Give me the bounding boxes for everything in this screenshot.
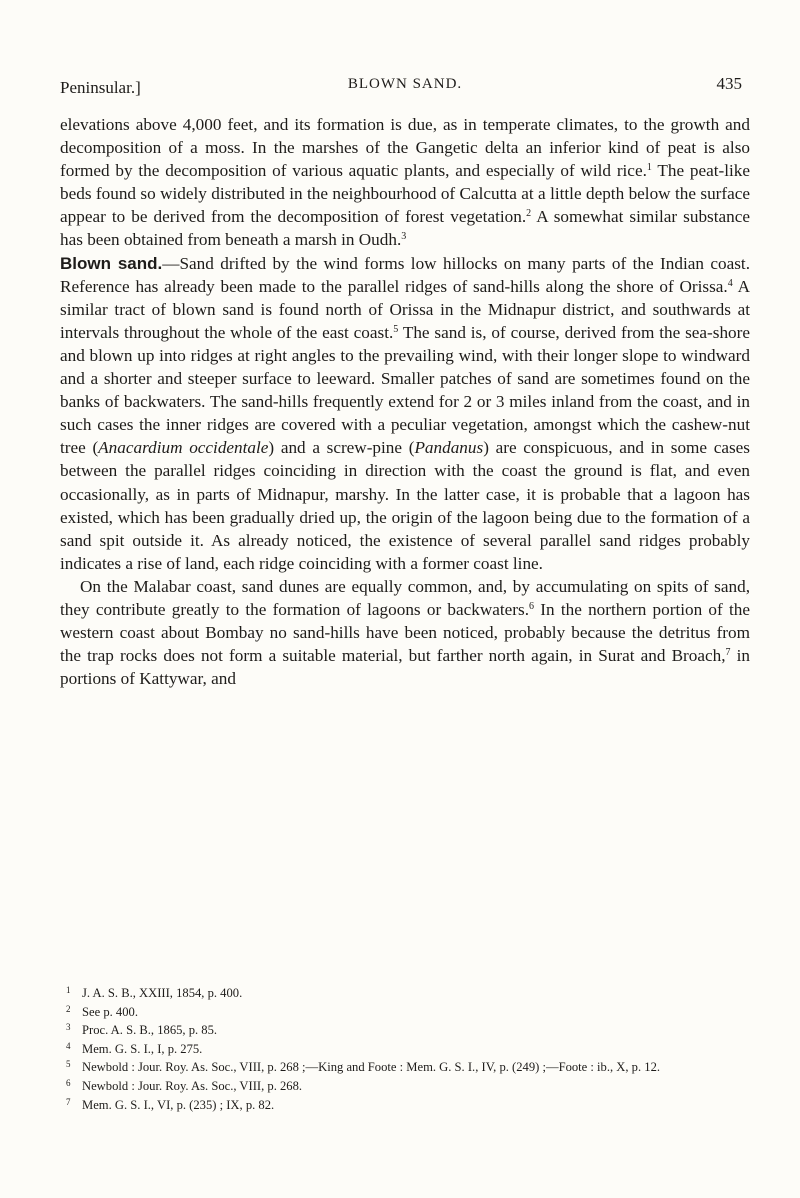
paragraph-blown-sand <box>60 252 750 575</box>
footnote-text: Mem. G. S. I., I, p. 275. <box>82 1041 203 1056</box>
footnote-ref: 6 <box>529 600 535 612</box>
footnote-text: J. A. S. B., XXIII, 1854, p. 400. <box>82 986 243 1000</box>
page-number: 435 <box>716 74 742 93</box>
footnote-text: Newbold : Jour. Roy. As. Soc., VIII, p. 268 ;—King and Foote : Mem. G. S. I., IV, p. (249) ;—Foote : ib., X, p. 12. <box>82 1060 661 1075</box>
footnote <box>60 984 750 1003</box>
body-text <box>60 113 750 690</box>
running-header <box>60 74 750 102</box>
text-run: elevations above 4,000 feet, and its formation is due, as in temperate climates, to the growth and decomposition of a moss. In the marshes of the Gangetic delta an inferior kind of peat is also formed by the decomposition of various aquatic plants, and especially of wild rice. <box>60 115 750 181</box>
footnote-text: Proc. A. S. B., 1865, p. 85. <box>82 1023 218 1038</box>
footnote-ref: 2 <box>526 208 532 220</box>
italic-term: Anacardium occidentale <box>98 438 269 458</box>
footnote-number: 4 <box>66 1040 71 1051</box>
footnote-number: 2 <box>66 1003 71 1014</box>
text-run: A similar tract of blown sand is found north of Orissa in the Midnapur district, and southwards at intervals throughout the whole of the east coast. <box>60 276 750 342</box>
italic-term: Pandanus <box>414 438 484 458</box>
text-run: in portions of Kattywar, and <box>60 646 750 689</box>
footnote-text: Newbold : Jour. Roy. As. Soc., VIII, p. 268. <box>82 1078 303 1093</box>
footnote <box>60 1077 750 1096</box>
footnote <box>60 1021 750 1040</box>
text-run: In the northern portion of the western coast about Bombay no sand-hills have been noticed, probably because the detritus from the trap rocks does not form a suitable material, but farther north again, in Surat and Broach, <box>60 599 750 666</box>
text-run: A somewhat similar substance has been obtained from beneath a marsh in Oudh. <box>60 207 750 250</box>
text-run: ) and a screw-pine ( <box>268 438 415 458</box>
footnotes <box>60 984 750 1114</box>
footnote-ref: 5 <box>393 323 399 335</box>
section-heading: Blown sand. <box>60 253 163 273</box>
paragraph-peat <box>60 113 750 252</box>
text-run: On the Malabar coast, sand dunes are equally common, and, by accumulating on spits of sand, they contribute greatly to the formation of lagoons or backwaters. <box>60 576 750 619</box>
paragraph-malabar <box>60 575 750 690</box>
footnote <box>60 1096 750 1115</box>
text-run: The peat-like beds found so widely distributed in the neighbourhood of Calcutta at a little depth below the surface appear to be derived from the decomposition of forest vegetation. <box>60 161 750 227</box>
text-run: —Sand drifted by the wind forms low hillocks on many parts of the Indian coast. Reference has already been made to the parallel ridges of sand-hills along the shore of Orissa. <box>60 253 751 296</box>
footnote-number: 6 <box>66 1077 71 1088</box>
footnote-number: 7 <box>66 1096 71 1107</box>
footnote <box>60 1003 750 1022</box>
footnote <box>60 1058 750 1077</box>
footnote <box>60 1040 750 1059</box>
footnote-text: Mem. G. S. I., VI, p. (235) ; IX, p. 82. <box>82 1097 275 1112</box>
running-title: BLOWN SAND. <box>347 76 463 92</box>
footnote-number: 3 <box>66 1022 71 1033</box>
footnote-ref: 3 <box>401 231 407 243</box>
footnote-ref: 4 <box>727 277 733 289</box>
section-label: Peninsular.] <box>60 78 141 97</box>
footnote-number: 5 <box>66 1059 71 1070</box>
footnote-ref: 7 <box>725 647 731 659</box>
footnote-ref: 1 <box>646 162 652 174</box>
text-run: The sand is, of course, derived from the sea-shore and blown up into ridges at right angles to the prevailing wind, with their longer slope to windward and a shorter and steeper surface to leeward. Smaller patches of sand are sometimes found on the banks of backwaters. The sand-hills frequently extend for 2 or 3 miles inland from the coast, and in such cases the inner ridges are covered with a peculiar vegetation, amongst which the cashew-nut tree ( <box>60 322 750 458</box>
footnote-number: 1 <box>66 985 71 995</box>
footnote-text: See p. 400. <box>82 1004 138 1019</box>
text-run: ) are conspicuous, and in some cases between the parallel ridges coinciding in direction with the coast the ground is flat, and even occasionally, as in parts of Midnapur, marshy. In the latter case, it is probable that a lagoon has existed, which has been gradually dried up, the origin of the lagoon being due to the formation of a sand spit outside it. As already noticed, the existence of several parallel sand ridges probably indicates a rise of land, each ridge coinciding with a former coast line. <box>60 438 750 573</box>
